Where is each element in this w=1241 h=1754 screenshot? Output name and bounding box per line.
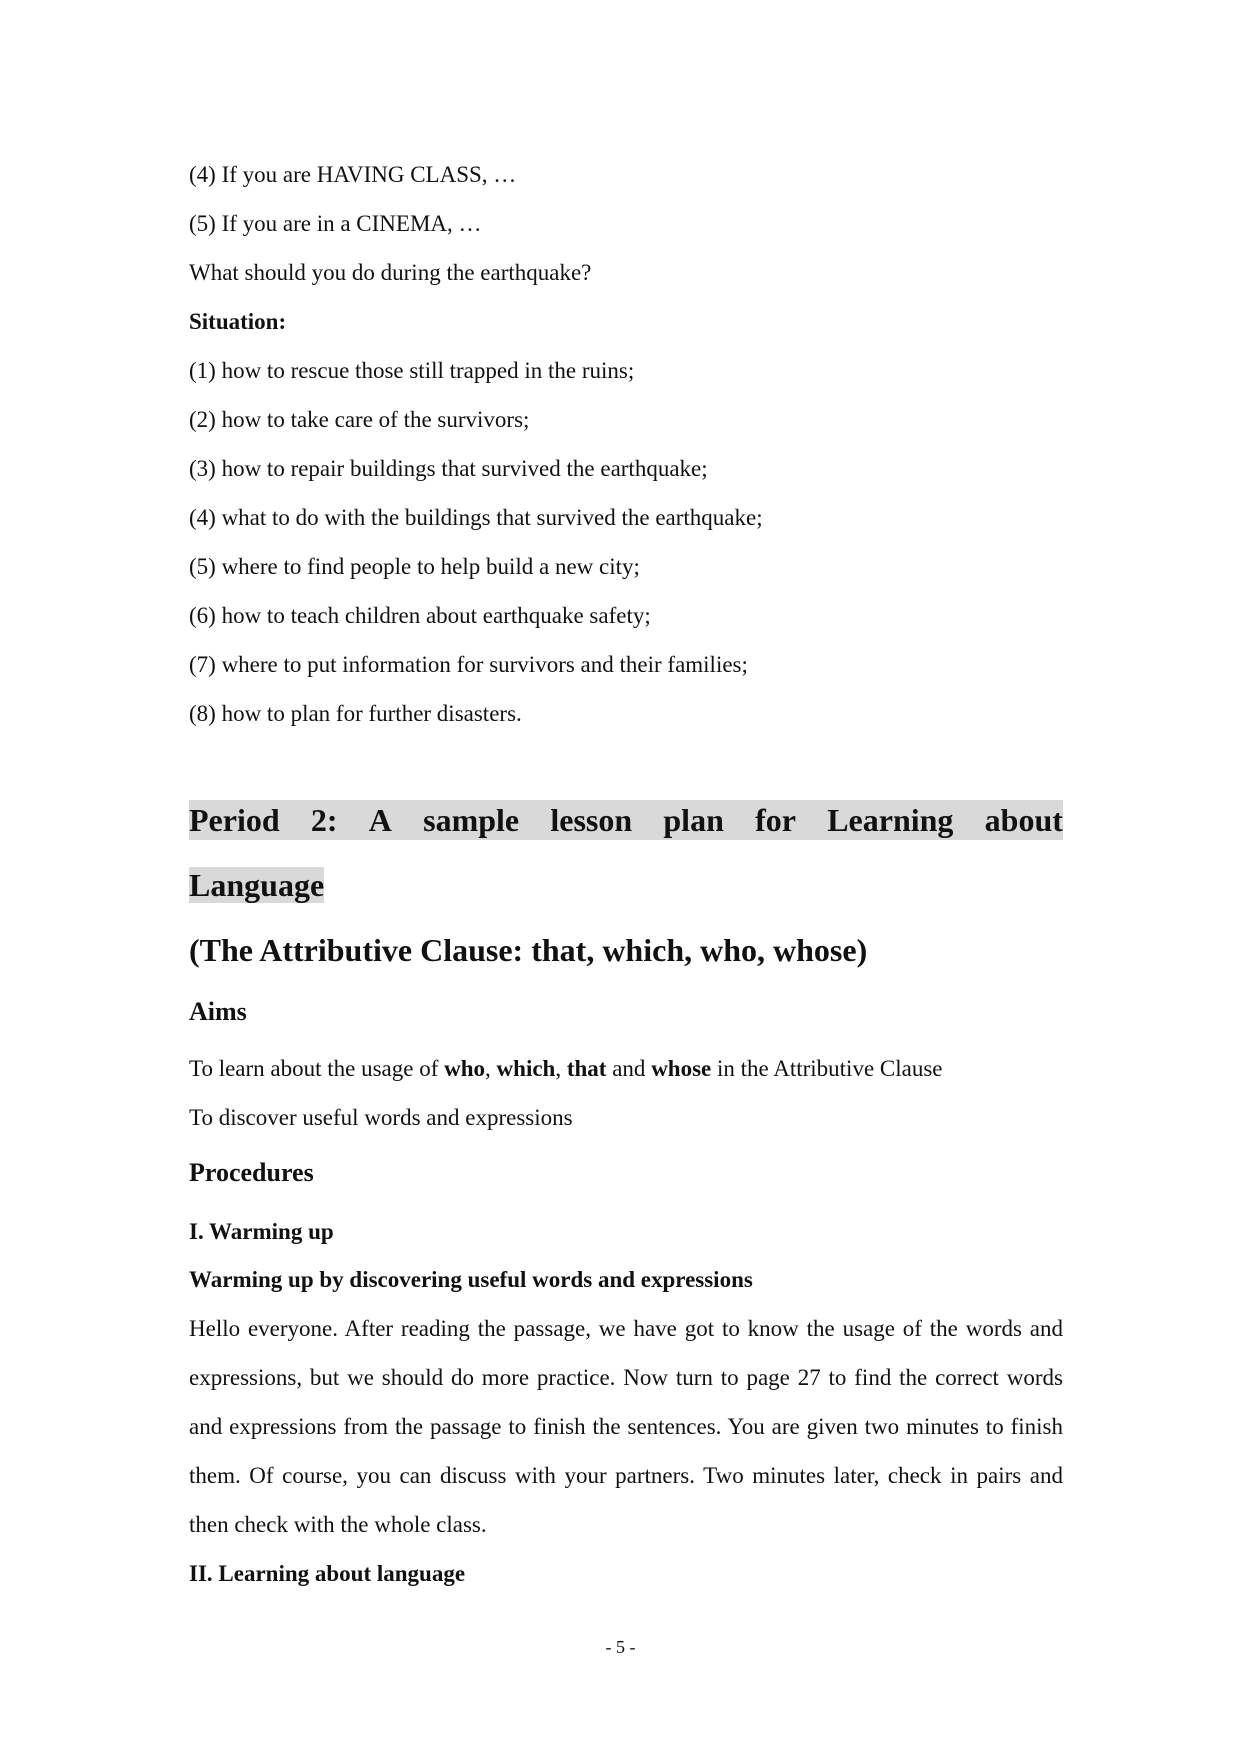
- section-paragraph: Hello everyone. After reading the passage, we have got to know the usage of the words and expressions, but we should do more practice. Now turn to page 27 to find the correct words and expressions from the passage to finish the sentences. You are given two minutes to finish them. Of course, you can discuss with your partners. Two minutes later, check in pairs and then check with the whole class.: [189, 1316, 1063, 1537]
- keyword: who: [444, 1056, 486, 1081]
- section-title: II. Learning about language: [189, 1561, 466, 1586]
- procedures-heading: Procedures: [189, 1158, 314, 1187]
- keyword: whose: [651, 1056, 712, 1081]
- situation-item: (4) what to do with the buildings that survived the earthquake;: [189, 505, 763, 530]
- aim-text: in the Attributive Clause: [711, 1056, 943, 1081]
- subtitle: (The Attributive Clause: that, which, who, whose): [189, 932, 868, 968]
- aim-item: [189, 1054, 943, 1084]
- situation-item: (1) how to rescue those still trapped in the ruins;: [189, 358, 635, 383]
- title-word: Learning: [827, 802, 954, 838]
- aims-heading: Aims: [189, 997, 247, 1026]
- title-word: about: [984, 802, 1063, 838]
- title-word: sample: [423, 802, 520, 838]
- situation-item: (2) how to take care of the survivors;: [189, 407, 530, 432]
- text-line: (5) If you are in a CINEMA, …: [189, 211, 482, 236]
- situation-item: (5) where to find people to help build a new city;: [189, 554, 640, 579]
- title-word: for: [755, 802, 796, 838]
- keyword: which: [496, 1056, 556, 1081]
- aim-text: To learn about the usage of: [189, 1056, 445, 1081]
- aim-text: ,: [555, 1056, 567, 1081]
- section-subtitle: Warming up by discovering useful words and expressions: [189, 1267, 753, 1292]
- situation-item: (6) how to teach children about earthquake safety;: [189, 603, 651, 628]
- title-word: A: [368, 802, 392, 838]
- title-word: Period: [189, 802, 280, 838]
- keyword: that: [566, 1056, 607, 1081]
- situation-label: Situation:: [189, 309, 287, 334]
- text-line: (4) If you are HAVING CLASS, …: [189, 162, 517, 187]
- title-word: plan: [663, 802, 724, 838]
- situation-item: (7) where to put information for survivors and their families;: [189, 652, 748, 677]
- period-title-continued: [189, 865, 324, 905]
- situation-item: (3) how to repair buildings that survived the earthquake;: [189, 456, 708, 481]
- title-word: lesson: [550, 802, 633, 838]
- text-line: What should you do during the earthquake?: [189, 260, 592, 285]
- aim-item: To discover useful words and expressions: [189, 1105, 573, 1130]
- section-title: I. Warming up: [189, 1219, 334, 1244]
- title-word: 2:: [310, 802, 338, 838]
- situation-item: (8) how to plan for further disasters.: [189, 701, 522, 726]
- page-number: - 5 -: [605, 1637, 636, 1657]
- aim-text: ,: [485, 1056, 497, 1081]
- aim-text: and: [606, 1056, 652, 1081]
- period-title: [189, 800, 1063, 840]
- title-word: Language: [189, 867, 325, 903]
